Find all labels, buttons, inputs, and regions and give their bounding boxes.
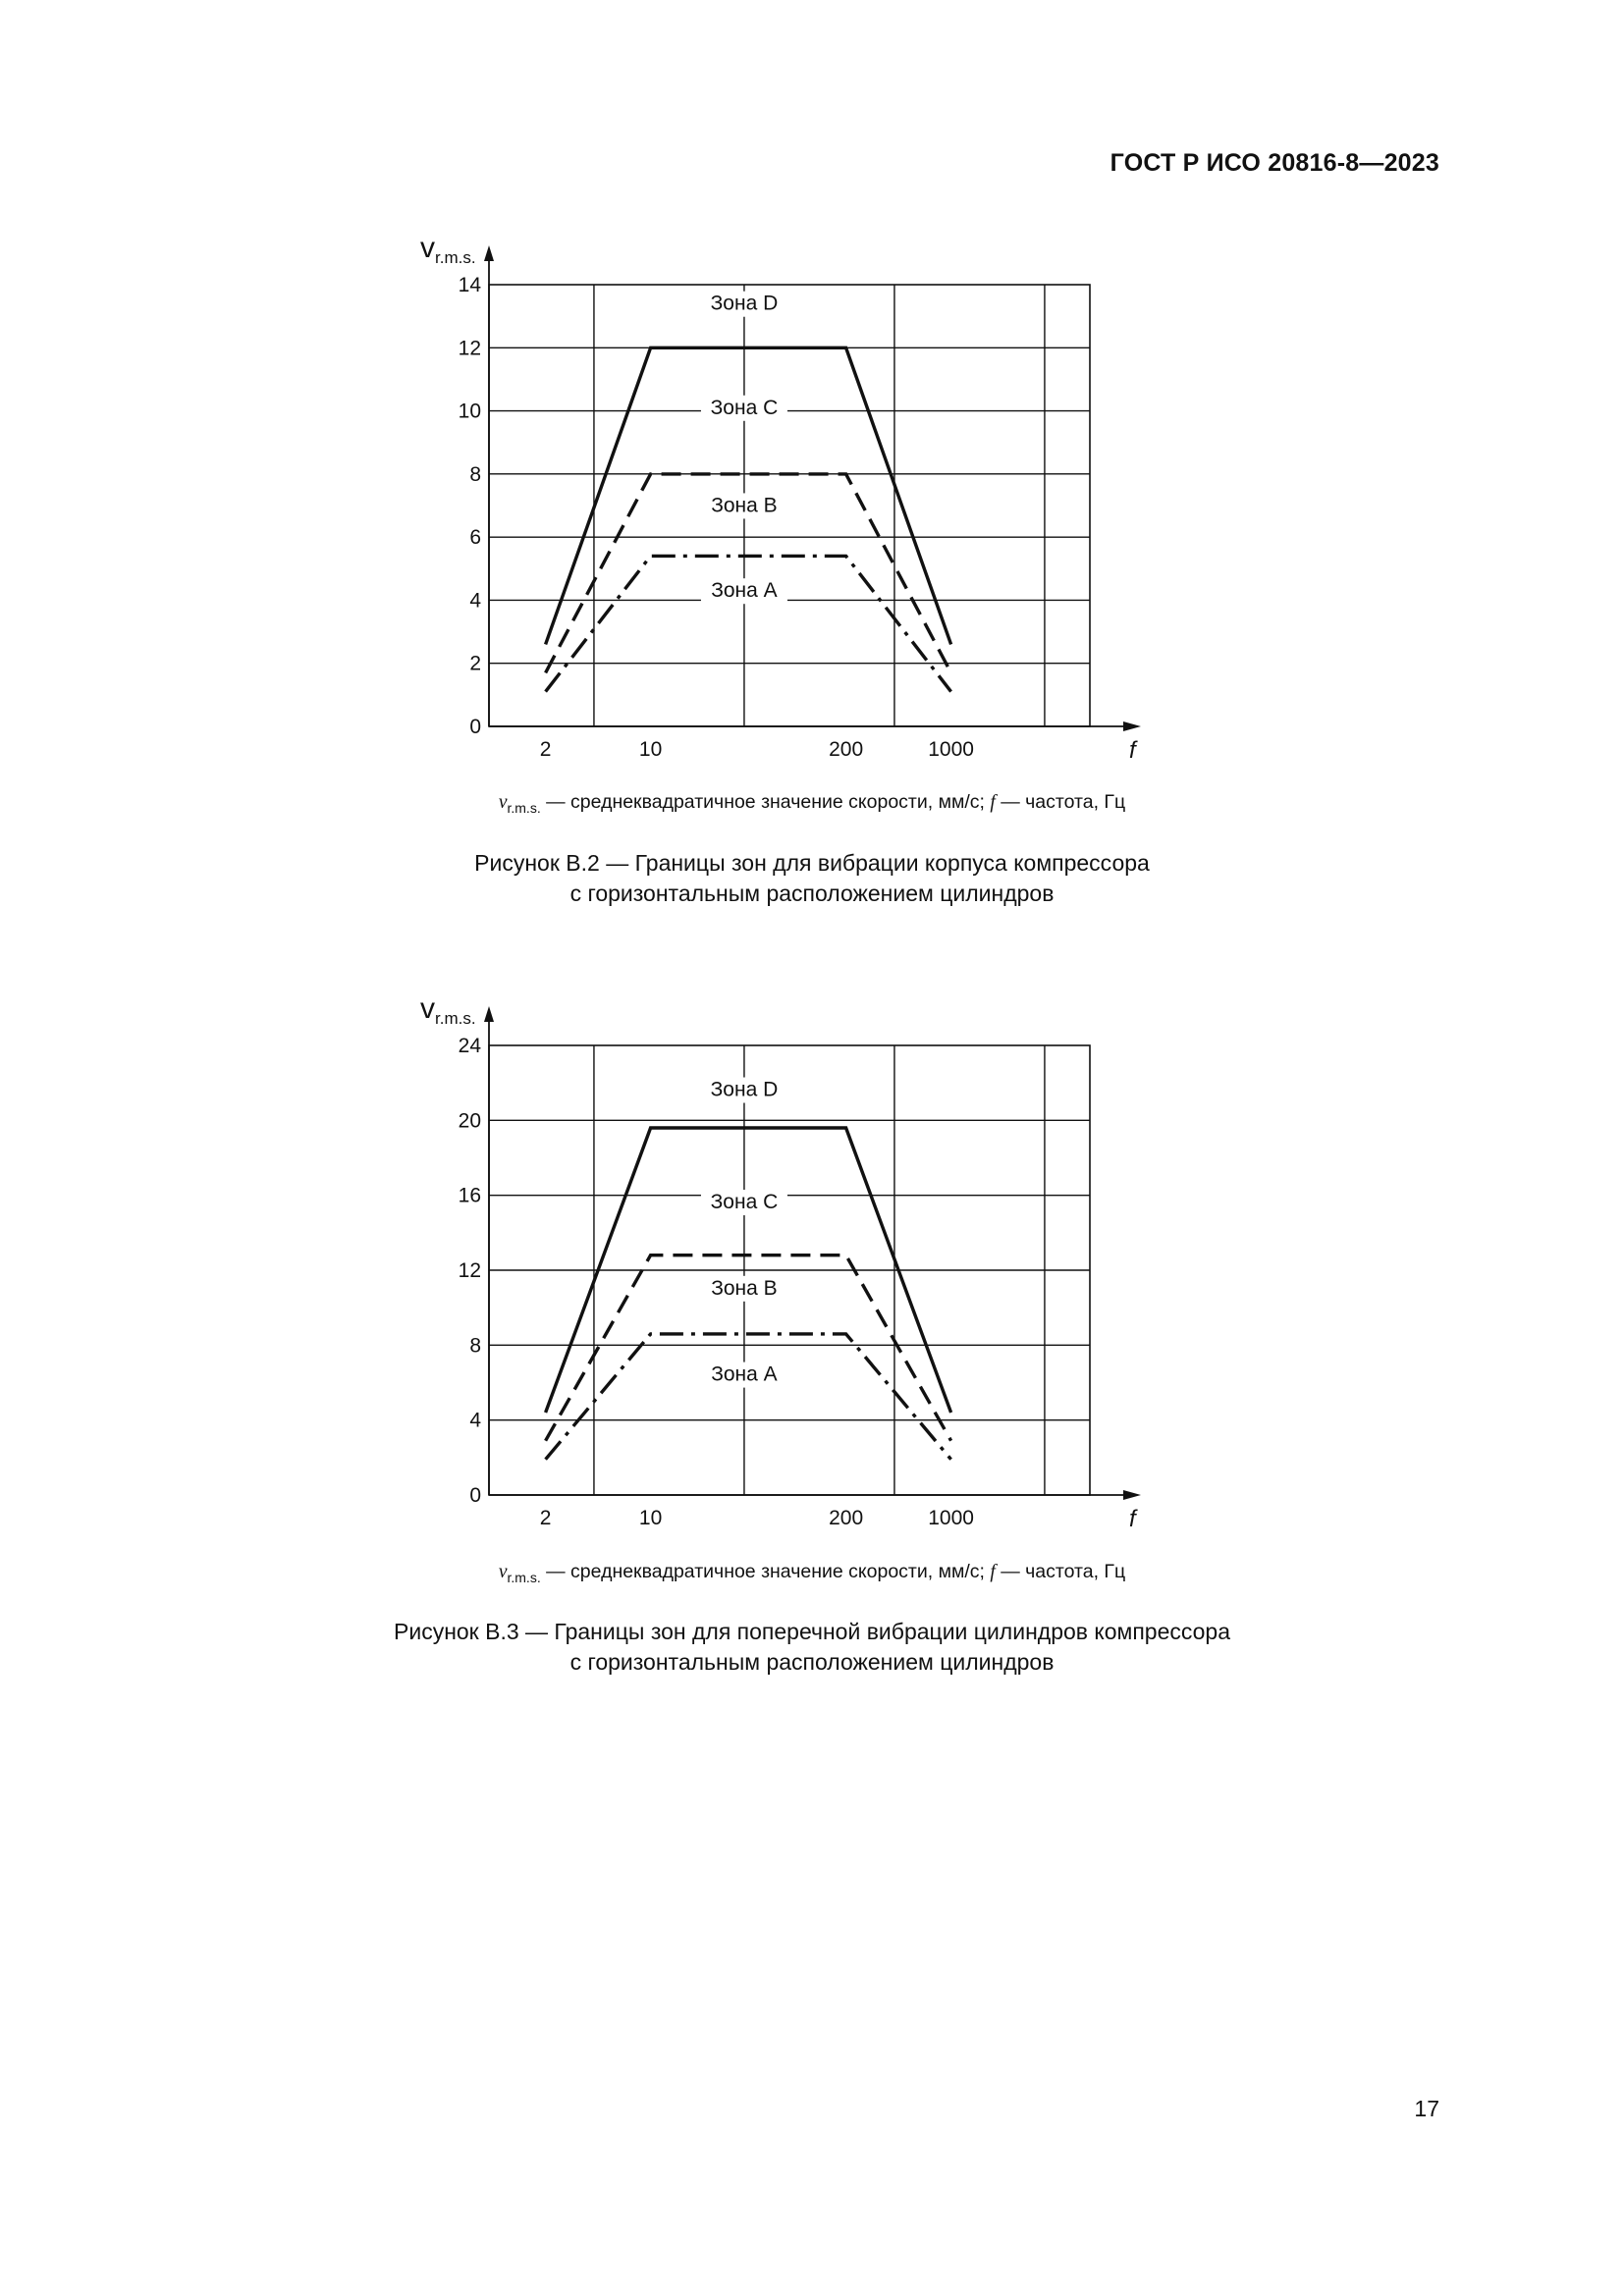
y-tick-label: 2 xyxy=(469,652,481,675)
x-axis-title: f xyxy=(1129,1506,1136,1532)
y-tick-label: 12 xyxy=(458,337,481,360)
zone-label: Зона A xyxy=(711,1362,778,1386)
y-axis-title: vr.m.s. xyxy=(420,232,476,267)
x-tick-label: 200 xyxy=(829,1507,864,1529)
y-tick-label: 8 xyxy=(469,1334,481,1358)
y-tick-label: 20 xyxy=(458,1109,481,1133)
y-tick-label: 8 xyxy=(469,462,481,486)
y-tick-label: 6 xyxy=(469,526,481,550)
x-tick-label: 10 xyxy=(638,738,663,761)
legend-v-symbol: v xyxy=(498,1562,508,1582)
y-tick-label: 12 xyxy=(458,1259,481,1282)
legend-v-desc: — среднеквадратичное значение скорости, мм/с; xyxy=(540,791,991,813)
zone-label: Зона B xyxy=(711,494,778,517)
x-tick-label: 1000 xyxy=(928,1507,974,1529)
zone-label: Зона C xyxy=(710,1191,779,1214)
legend-v-symbol: v xyxy=(498,792,508,813)
boundary-line-dashdot xyxy=(546,1334,951,1460)
figure-b2-caption-line1: Рисунок B.2 — Границы зон для вибрации корпуса компрессора xyxy=(474,850,1150,876)
y-tick-label: 10 xyxy=(458,400,481,423)
zone-label: Зона A xyxy=(711,579,778,603)
figure-b2-caption-line2: с горизонтальным расположением цилиндров xyxy=(569,881,1055,906)
y-axis-title: vr.m.s. xyxy=(420,992,476,1028)
legend-v-desc: — среднеквадратичное значение скорости, мм/с; xyxy=(540,1561,991,1582)
figure-b3-caption-line2: с горизонтальным расположением цилиндров xyxy=(569,1649,1055,1675)
legend-v-sub: r.m.s. xyxy=(507,799,541,816)
zone-label: Зона D xyxy=(710,1078,779,1101)
x-tick-label: 10 xyxy=(638,1507,663,1529)
x-axis-title: f xyxy=(1129,737,1136,764)
y-tick-label: 0 xyxy=(469,1484,481,1507)
y-axis-arrow xyxy=(484,1006,494,1022)
y-tick-label: 4 xyxy=(469,589,481,613)
figure-b3-caption xyxy=(0,1617,1624,1678)
x-axis-arrow xyxy=(1123,1490,1141,1500)
y-tick-label: 24 xyxy=(458,1035,481,1057)
x-tick-label: 2 xyxy=(539,738,552,761)
y-tick-label: 4 xyxy=(469,1409,481,1432)
x-tick-label: 200 xyxy=(829,738,864,761)
legend-f-symbol: f xyxy=(990,792,996,813)
document-header: ГОСТ Р ИСО 20816-8—2023 xyxy=(1110,149,1439,177)
y-tick-label: 14 xyxy=(458,274,481,296)
legend-f-desc: — частота, Гц xyxy=(995,791,1126,813)
page-number: 17 xyxy=(1414,2096,1439,2121)
x-tick-label: 2 xyxy=(539,1507,552,1529)
zone-label: Зона C xyxy=(710,396,779,419)
figure-b3-caption-line1: Рисунок B.3 — Границы зон для поперечной вибрации цилиндров компрессора xyxy=(394,1619,1230,1644)
legend-v-sub: r.m.s. xyxy=(507,1569,541,1585)
legend-f-symbol: f xyxy=(990,1562,996,1582)
y-tick-label: 0 xyxy=(469,716,481,738)
legend-f-desc: — частота, Гц xyxy=(995,1561,1126,1582)
zone-label: Зона B xyxy=(711,1276,778,1300)
y-tick-label: 16 xyxy=(458,1184,481,1207)
x-tick-label: 1000 xyxy=(928,738,974,761)
zone-label: Зона D xyxy=(710,292,779,315)
figure-b3-legend xyxy=(0,1561,1624,1585)
